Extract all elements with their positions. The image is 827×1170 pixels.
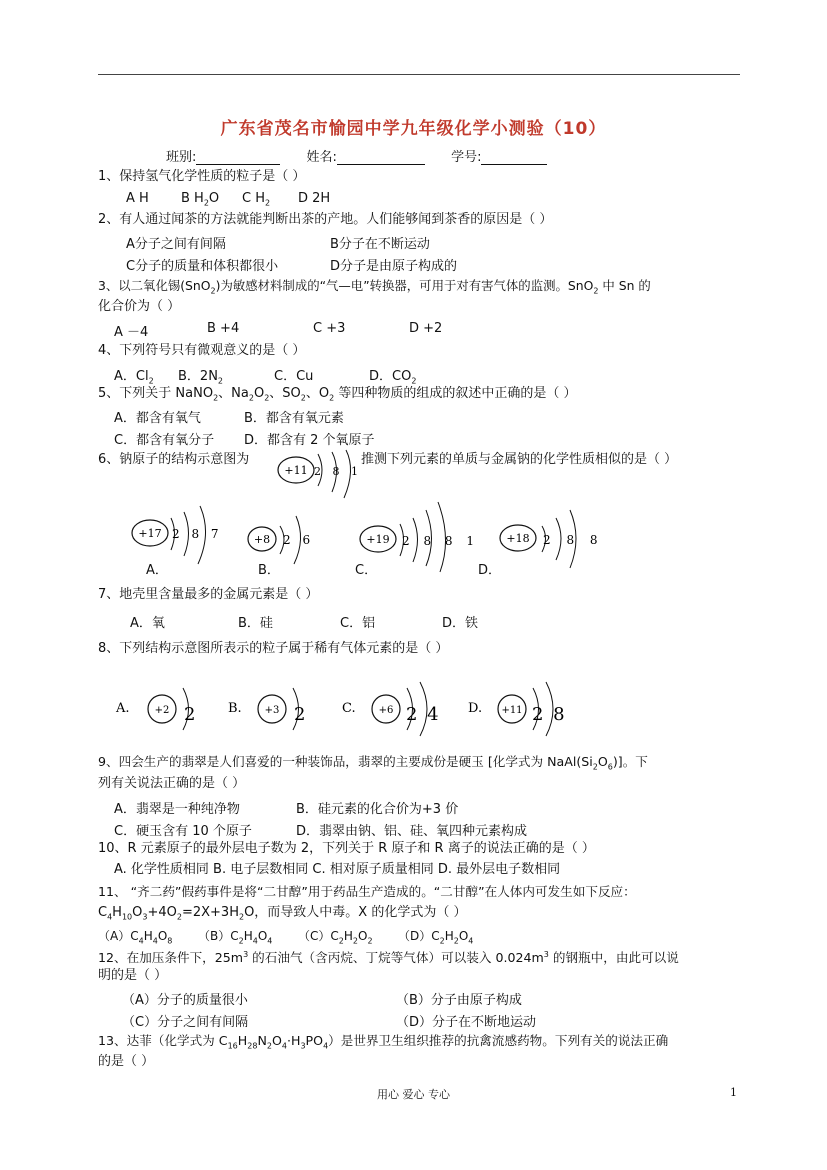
q10-options: A. 化学性质相同 B. 电子层数相同 C. 相对原子质量相同 D. 最外层电子数相同 [114, 862, 561, 877]
q12-stem: 12、在加压条件下，$25m^3$ 的石油气（含丙烷、丁烷等气体）可以装入 $0.024m^3$ 的钢瓶中，由此可以说 [98, 950, 679, 966]
svg-text:2 8 8: 2 8 8 [543, 533, 604, 547]
q1-option-b: B $H_2O$ [181, 191, 220, 208]
svg-text:+2: +2 [154, 705, 170, 716]
q9-option-a: A．翡翠是一种纯净物 [114, 802, 240, 817]
svg-text:2: 2 [294, 704, 306, 725]
q3-option-d: D +2 [409, 321, 443, 336]
q12-option-a: （A）分子的质量很小 [122, 993, 248, 1008]
name-label: 姓名: [306, 150, 337, 165]
q9-option-d: D．翡翠由钠、铝、硅、氧四种元素构成 [296, 824, 528, 839]
q4-stem: 4、下列符号只有微观意义的是（ ） [98, 343, 306, 358]
svg-text:2 8 8 1: 2 8 8 1 [402, 534, 479, 548]
svg-text:2 8 7: 2 8 7 [172, 527, 223, 541]
svg-text:+8: +8 [253, 533, 271, 546]
q6-option-a-label: A． [146, 563, 168, 578]
q6-option-d-diagram [496, 506, 604, 574]
sodium-atom-diagram [270, 448, 360, 504]
q12-stem-line2: 明的是（ ） [98, 968, 168, 983]
q3-option-a: A －4 [114, 325, 149, 340]
name-blank[interactable] [337, 150, 425, 165]
student-info-line [166, 146, 569, 165]
class-blank[interactable] [196, 150, 280, 165]
q12-option-b: （B）分子由原子构成 [396, 993, 522, 1008]
q4-option-b: B．$2N_2$ [178, 369, 224, 386]
q11-option-d: $(D)C_2H_2O_4$ [398, 929, 474, 946]
svg-text:+19: +19 [366, 533, 390, 546]
q6-option-c-diagram [358, 500, 479, 574]
q3-stem-line2: 化合价为（ ） [98, 299, 181, 314]
q6-option-c-label: C． [355, 563, 378, 578]
q7-option-a: A．氧 [130, 616, 165, 631]
q3-stem: 3、以二氧化锡(SnO$_2$)为敏感材料制成的“气—电”转换器，可用于对有害气体的监测。SnO$_2$ 中 Sn 的 [98, 278, 651, 296]
q2-option-d: D分子是由原子构成的 [330, 259, 458, 274]
q5-option-a: A．都含有氧气 [114, 411, 201, 426]
q4-option-d: D．$CO_2$ [369, 369, 417, 386]
q9-option-b: B．硅元素的化合价为+3 价 [296, 802, 459, 817]
q11-stem: 11、 “齐二药”假药事件是将“二甘醇”用于药品生产造成的。“二甘醇”在人体内可发生如下反应： [98, 884, 636, 899]
q4-option-a: A．$Cl_2$ [114, 369, 154, 386]
svg-text:A.: A. [116, 701, 130, 716]
svg-text:B.: B. [228, 701, 242, 716]
svg-text:+17: +17 [138, 527, 162, 540]
q11-option-b: $(B)C_2H_4O_4$ [198, 929, 273, 946]
id-label: 学号: [451, 150, 482, 165]
q5-stem: 5、下列关于 NaNO$_2$、$Na_2O_2$、$SO_2$、$O_2$ 等四种物质的组成的叙述中正确的是（ ） [98, 386, 577, 403]
q7-option-d: D．铁 [442, 616, 479, 631]
q13-stem: 13、达菲（化学式为 $C_{16}H_{28}N_2O_4\cdot H_3PO_4$）是世界卫生组织推荐的抗禽流感药物。下列有关的说法正确 [98, 1033, 669, 1051]
q10-stem: 10、R 元素原子的最外层电子数为 2，下列关于 R 原子和 R 离子的说法正确的是（ ） [98, 841, 595, 856]
q1-stem: 1、保持氢气化学性质的粒子是（ ） [98, 169, 306, 184]
page-number: 1 [730, 1086, 737, 1099]
q8-stem: 8、下列结构示意图所表示的粒子属于稀有气体元素的是（ ） [98, 641, 449, 656]
page-footer: 用心 爱心 专心 [377, 1088, 450, 1101]
q7-option-c: C．铝 [340, 616, 376, 631]
svg-text:+11: +11 [501, 705, 523, 716]
q9-option-c: C．硬玉含有 10 个原子 [114, 824, 252, 839]
q1-option-a: A H [126, 191, 149, 206]
q8-diagrams [112, 680, 582, 740]
q7-stem: 7、地壳里含量最多的金属元素是（ ） [98, 587, 319, 602]
class-label: 班别: [166, 150, 197, 165]
q1-option-c: C $H_2$ [242, 191, 271, 208]
q9-stem: 9、四会生产的翡翠是人们喜爱的一种装饰品，翡翠的主要成份是硬玉 [化学式为 $NaAl(Si_2O_6)$]。下 [98, 754, 648, 772]
svg-text:2 8: 2 8 [532, 704, 567, 725]
svg-text:D.: D. [468, 701, 483, 716]
page-title: 广东省茂名市愉园中学九年级化学小测验（10） [220, 119, 607, 139]
svg-text:2 4: 2 4 [406, 704, 441, 725]
q2-stem: 2、有人通过闻茶的方法就能判断出茶的产地。人们能够闻到茶香的原因是（ ） [98, 212, 553, 227]
q6-option-d-label: D． [478, 563, 502, 578]
svg-text:2: 2 [184, 704, 196, 725]
q13-stem-line2: 的是（ ） [98, 1054, 155, 1069]
q11-option-c: $(C)C_2H_2O_2$ [298, 929, 373, 946]
q8-option-c-diagram [342, 682, 441, 736]
svg-text:C.: C. [342, 701, 356, 716]
q5-option-d: D．都含有 2 个氧原子 [244, 433, 375, 448]
q2-option-a: A分子之间有间隔 [126, 237, 226, 252]
q8-option-a-diagram [115, 688, 195, 730]
q7-option-b: B．硅 [238, 616, 273, 631]
q8-option-d-diagram [468, 682, 567, 736]
q12-option-d: （D）分子在不断地运动 [396, 1015, 537, 1030]
svg-text:2 6: 2 6 [283, 533, 315, 547]
q2-option-c: C分子的质量和体积都很小 [126, 259, 279, 274]
svg-text:+18: +18 [506, 532, 530, 545]
svg-text:+3: +3 [264, 705, 280, 716]
q9-stem-line2: 列有关说法正确的是（ ） [98, 776, 246, 791]
q12-option-c: （C）分子之间有间隔 [122, 1015, 249, 1030]
id-blank[interactable] [481, 150, 547, 165]
q6-option-b-label: B． [258, 563, 280, 578]
header-rule [98, 74, 740, 75]
sodium-nucleus-label: +11 [284, 464, 308, 477]
q3-option-c: C +3 [313, 321, 346, 336]
q5-option-b: B．都含有氧元素 [244, 411, 344, 426]
q8-option-b-diagram [228, 688, 305, 730]
q6-option-a-diagram [128, 500, 228, 574]
q11-option-a: $(A)C_4H_4O_8$ [98, 929, 173, 946]
q3-option-b: B +4 [207, 321, 240, 336]
q4-option-c: C．Cu [274, 369, 314, 384]
q11-equation: $C_4H_{10}O_3+4O_2=2X+3H_2O$，而导致人中毒。X 的化学式为（ ） [98, 905, 467, 922]
q5-option-c: C．都含有氧分子 [114, 433, 215, 448]
sodium-shell-label: 2 8 1 [314, 465, 362, 478]
svg-text:+6: +6 [378, 705, 394, 716]
q6-stem-part1: 6、钠原子的结构示意图为 [98, 452, 250, 467]
q2-option-b: B分子在不断运动 [330, 237, 430, 252]
q1-option-d: D 2H [298, 191, 331, 206]
q6-stem-part2: 推测下列元素的单质与金属钠的化学性质相似的是（ ） [361, 452, 678, 467]
